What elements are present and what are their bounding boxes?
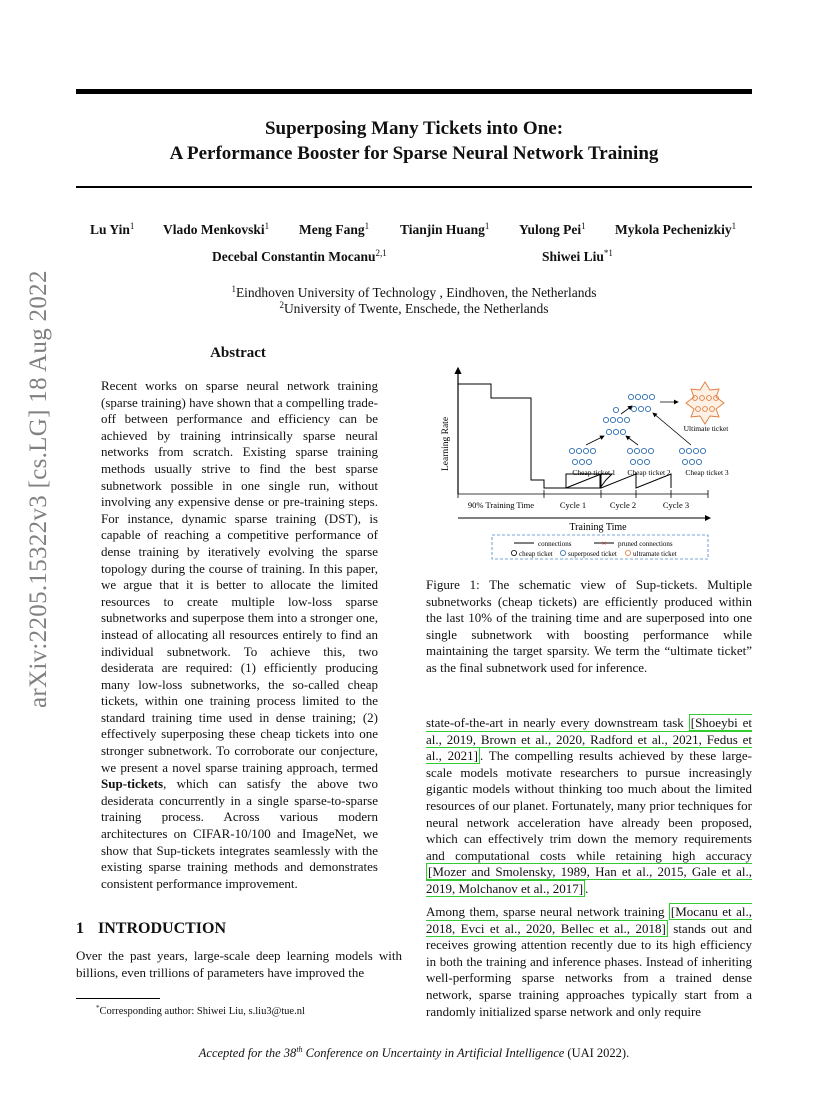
figure-1 <box>426 362 752 562</box>
abstract-heading: Abstract <box>210 345 266 361</box>
schematic-diagram <box>426 362 752 562</box>
affiliation: $^1$Eindhoven University of Technology , Eindhoven, the Netherlands <box>231 284 597 300</box>
title-line-1: Superposing Many Tickets into One: <box>264 118 564 139</box>
author: Lu Yin$^1$ <box>90 221 135 237</box>
author: Tianjin Huang$^1$ <box>400 221 490 237</box>
author: Shiwei Liu$^{*1}$ <box>542 248 613 264</box>
superposed-ticket-1 <box>603 407 629 434</box>
legend-cheap: cheap ticket <box>519 550 553 558</box>
author: Decebal Constantin Mocanu$^{2,1}$ <box>212 248 387 264</box>
cheap-ticket-2 <box>627 448 653 464</box>
cheap-ticket-3 <box>679 448 705 464</box>
ultimate-ticket <box>686 382 724 424</box>
ticket-label: Cheap ticket 3 <box>685 468 729 477</box>
author: Meng Fang$^1$ <box>299 221 370 237</box>
cheap-ticket-1 <box>569 448 595 464</box>
ultimate-label: Ultimate ticket <box>683 424 729 433</box>
x-axis-label: Training Time <box>569 522 627 533</box>
intro-paragraph-continued: state-of-the-art in nearly every downstream task [Shoeybi et al., 2019, Brown et al., 2020, Radford et al., 2021, Fedus et al., 2021] . The compelling results achieved by these large-scale models motivate researchers to pursue increasingly gigantic models without thinking too much about the limited resources of our planet. Fortunately, many prior techniques for neural network acceleration have already been proposed, which can effectively trim down the memory requirements and computational costs while retaining high accuracy [Mozer and Smolensky, 1989, Han et al., 2015, Gale et al., 2019, Molchanov et al., 2017] . <box>426 715 752 896</box>
citation[interactable]: [Shoeybi et al., 2019, Brown et al., 2020, Radford et al., 2021, Fedus et al., 2021] <box>426 715 752 764</box>
venue-note: Accepted for the 38th Conference on Uncertainty in Artificial Intelligence (UAI 2022). <box>198 1045 630 1060</box>
intro-paragraph-2: Among them, sparse neural network training [Mocanu et al., 2018, Evci et al., 2020, Bellec et al., 2018] stands out and receives growing attention recently due to its high efficiency in both the training and inference phases. Instead of inheriting well-performing sparse networks from a trained dense network, sparse training approaches typically start from a randomly initialized sparse network and only require <box>426 904 752 1019</box>
method-name: Sup-tickets <box>101 776 164 792</box>
superposed-ticket-2 <box>628 394 654 411</box>
ticket-label: Cheap ticket 2 <box>627 468 671 477</box>
top-rule <box>76 89 752 94</box>
paper-title <box>76 116 752 166</box>
author: Mykola Pechenizkiy$^1$ <box>615 221 737 237</box>
citation[interactable]: [Mocanu et al., 2018, Evci et al., 2020, Bellec et al., 2018] <box>426 904 752 936</box>
legend-superposed: superposed ticket <box>568 550 617 558</box>
ticket-label: Cheap ticket 1 <box>572 468 616 477</box>
arxiv-id[interactable]: arXiv:2205.15322v3 [cs.LG] 18 Aug 2022 <box>25 270 52 708</box>
title-line-2: A Performance Booster for Sparse Neural Network Training <box>169 143 659 164</box>
segment-label: Cycle 1 <box>559 500 587 510</box>
segment-label: Cycle 3 <box>662 500 690 510</box>
legend-pruned: pruned connections <box>618 540 673 548</box>
footnote: *Corresponding author: Shiwei Liu, s.liu3@tue.nl <box>96 1004 305 1017</box>
y-axis-label: Learning Rate <box>441 416 451 472</box>
author: Yulong Pei$^1$ <box>519 221 586 237</box>
legend-ultimate: ultramate ticket <box>633 550 677 558</box>
legend-connections: connections <box>538 540 572 548</box>
abstract-body: Recent works on sparse neural network training (sparse training) have shown that a compelling trade-off between performance and efficiency can be achieved by training intrinsically sparse neural networks from scratch. Existing sparse training methods usually strive to find the best sparse subnetwork possible in one single run, without involving any expensive dense or pre-training steps. For instance, dynamic sparse training (DST), is capable of reaching a competitive performance of dense training by iteratively evolving the sparse topology during the course of training. In this paper, we argue that it is better to allocate the limited resources to create multiple low-loss sparse subnetworks and superpose them into a stronger one, instead of allocating all resources entirely to find an individual subnetwork. To achieve this, two desiderata are required: (1) efficiently producing many low-loss subnetworks, the so-called cheap tickets, within one training process limited to the standard training time used in dense training; (2) effectively superposing these cheap tickets into one stronger subnetwork. To corroborate our conjecture, we present a novel sparse training approach, termed Sup-tickets, which can satisfy the above two desiderata concurrently in a single sparse-to-sparse training process. Across various modern architectures on CIFAR-10/100 and ImageNet, we show that Sup-tickets integrates seamlessly with the existing sparse training methods and demonstrates consistent performance improvement. <box>101 378 378 891</box>
title-rule <box>76 186 752 188</box>
arxiv-stamp <box>20 270 52 708</box>
intro-paragraph: Over the past years, large-scale deep learning models with billions, even trillions of parameters have improved the <box>76 948 402 980</box>
affiliation: $^2$University of Twente, Enschede, the Netherlands <box>279 300 549 316</box>
citation[interactable]: [Mozer and Smolensky, 1989, Han et al., 2015, Gale et al., 2019, Molchanov et al., 2017] <box>426 864 752 896</box>
footnote-rule <box>76 998 160 999</box>
segment-label: 90% Training Time <box>467 500 535 510</box>
author: Vlado Menkovski$^1$ <box>163 221 270 237</box>
figure-caption: Figure 1: The schematic view of Sup-tickets. Multiple subnetworks (cheap tickets) are efficiently produced within the last 10% of the training time and are superposed into one single subnetwork with boosting performance while maintaining the target sparsity. We term the “ultimate ticket” as the final subnetwork used for inference. <box>426 577 752 675</box>
section-heading: 1 INTRODUCTION <box>76 920 227 937</box>
segment-label: Cycle 2 <box>609 500 637 510</box>
pruned-marker: × <box>601 539 607 548</box>
